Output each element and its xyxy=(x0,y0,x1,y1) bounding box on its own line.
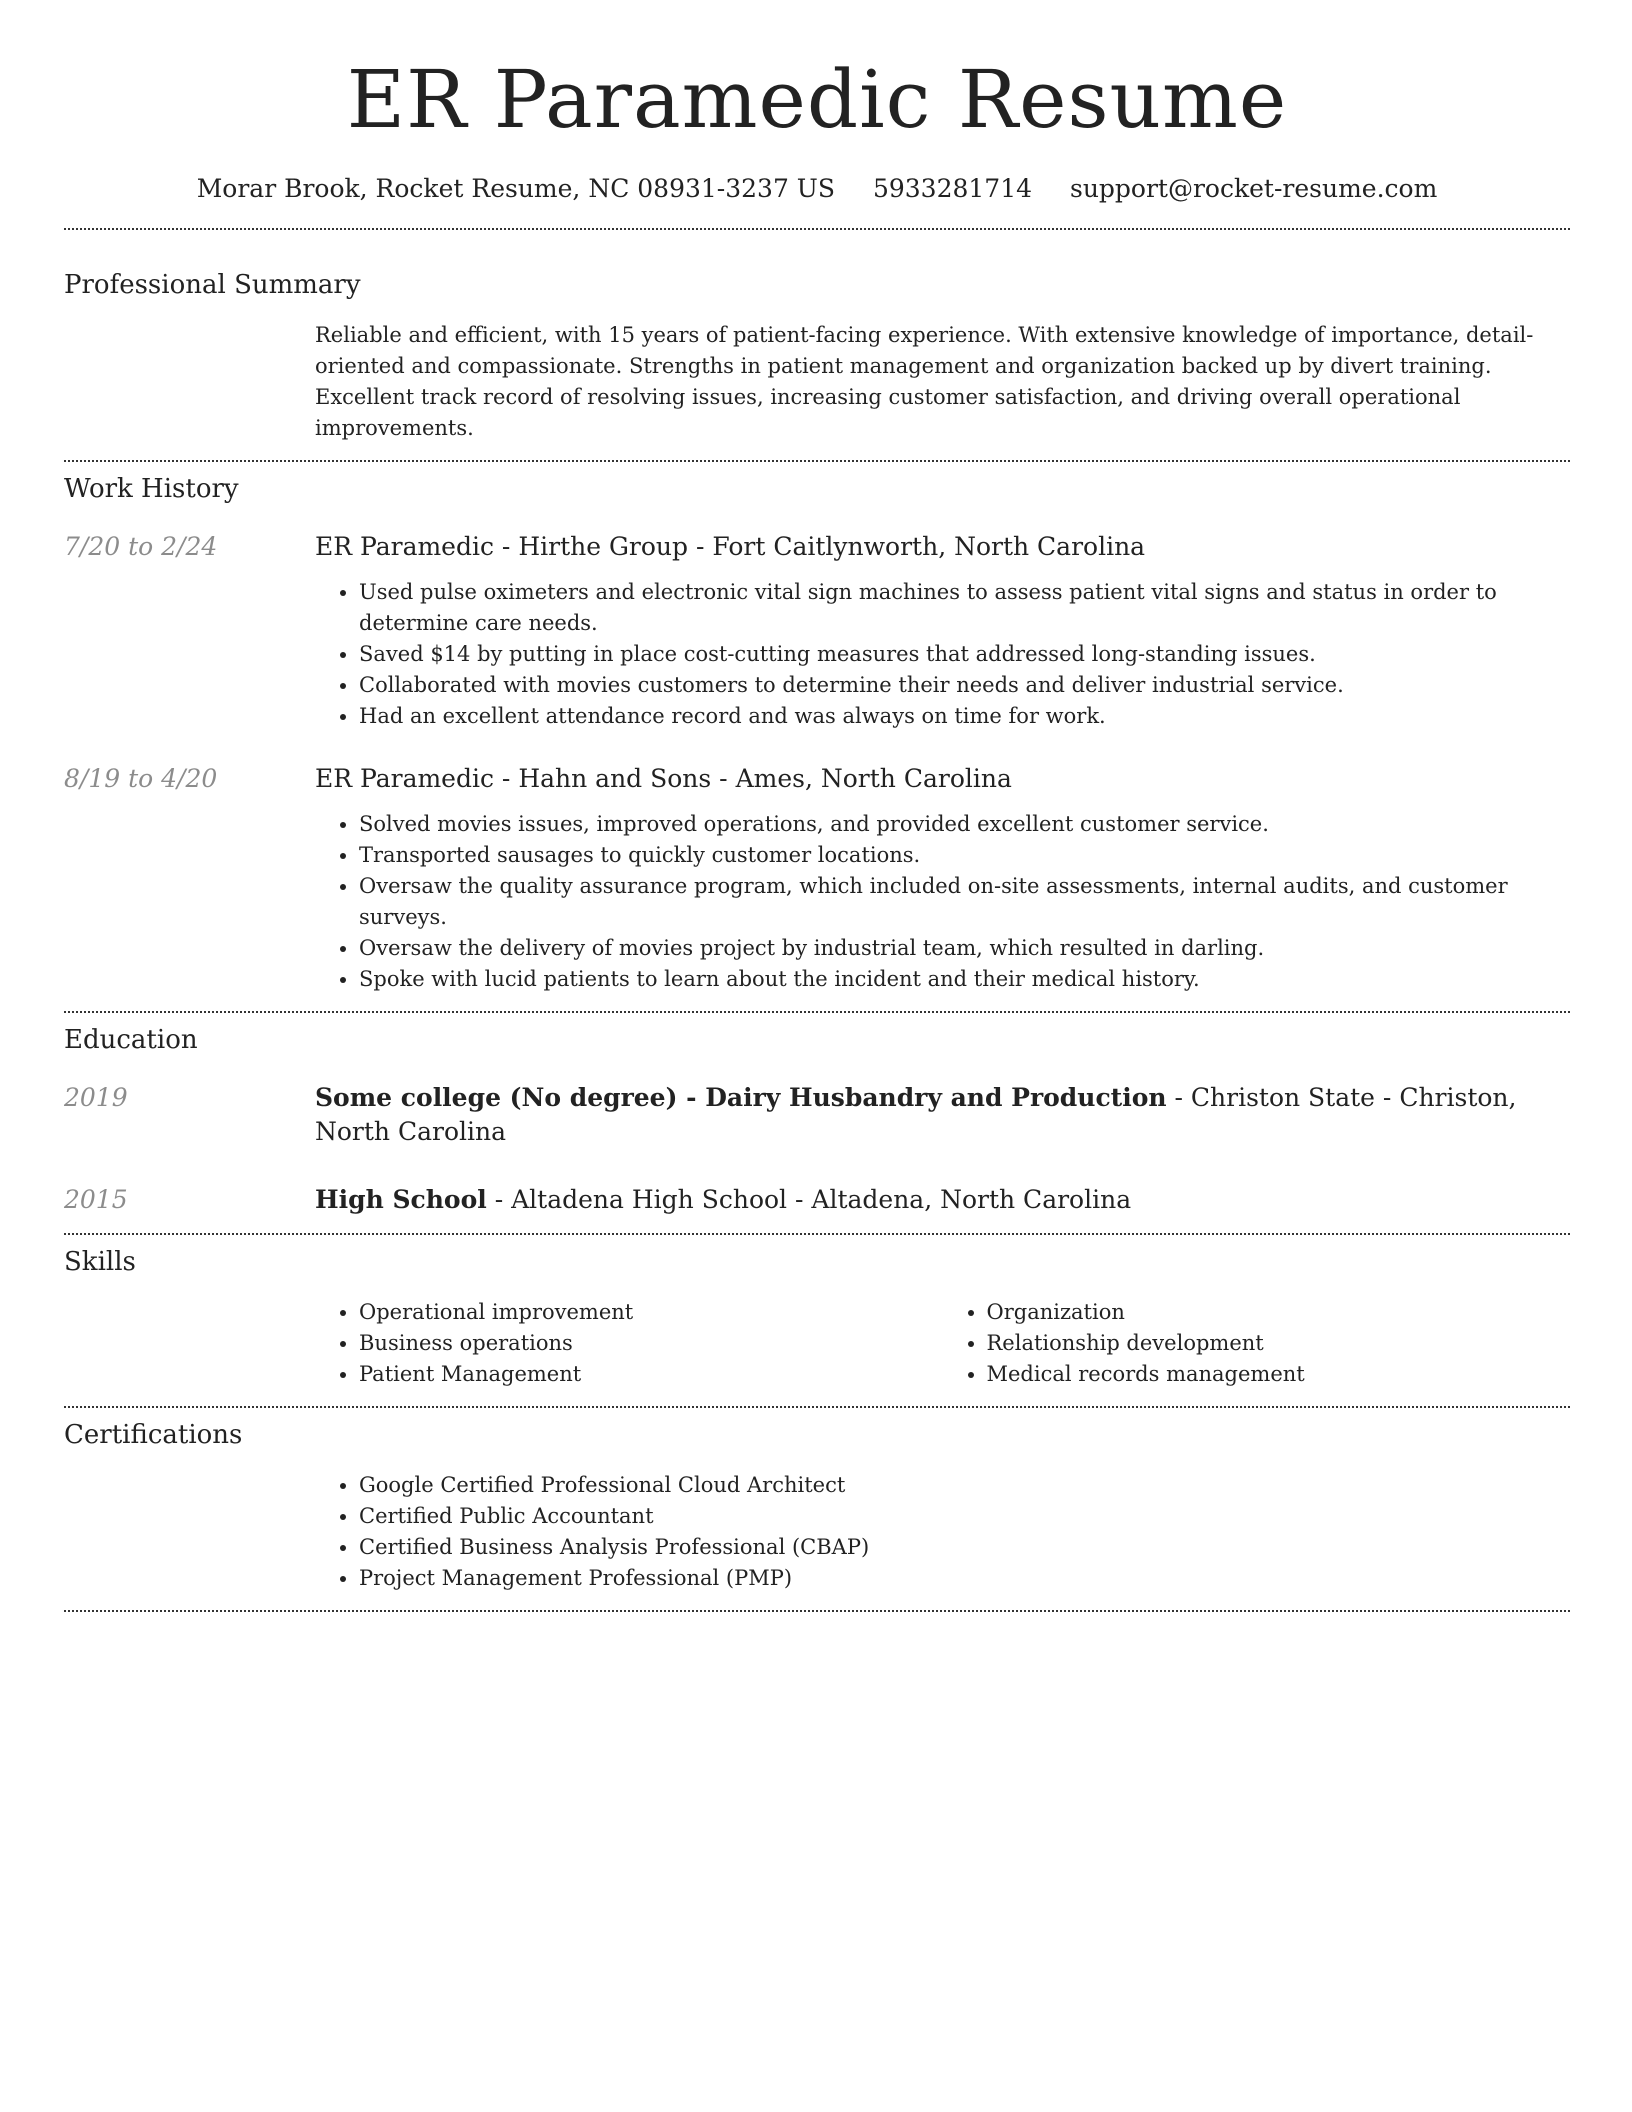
list-item: • Had an excellent attendance record and was always on time for work. xyxy=(359,701,1570,732)
job-dates: 8/19 to 4/20 xyxy=(64,764,218,793)
education-entry xyxy=(64,1183,1570,1217)
skill-item: • Relationship development xyxy=(987,1328,1571,1359)
job-entry xyxy=(64,530,1570,732)
education-school: - Altadena High School - Altadena, North Carolina xyxy=(486,1185,1132,1214)
job-bullets xyxy=(315,809,1570,995)
divider xyxy=(64,1406,1570,1408)
divider xyxy=(64,460,1570,462)
education-year: 2015 xyxy=(64,1185,128,1214)
education-school: - Christon State - Christon, North Carolina xyxy=(315,1083,1517,1146)
job-dates: 7/20 to 2/24 xyxy=(64,532,218,561)
certification-item: • Project Management Professional (PMP) xyxy=(359,1563,1570,1594)
address: Morar Brook, Rocket Resume, NC 08931-3237 US xyxy=(196,174,836,203)
skills-list xyxy=(315,1297,1570,1390)
skill-item: • Organization xyxy=(987,1297,1571,1328)
list-item: • Spoke with lucid patients to learn about the incident and their medical history. xyxy=(359,964,1570,995)
certifications-list xyxy=(315,1470,1570,1594)
education-degree: High School xyxy=(315,1185,487,1214)
job-title: ER Paramedic - Hahn and Sons - Ames, North Carolina xyxy=(315,764,1012,793)
section-title-skills: Skills xyxy=(64,1247,136,1277)
education-entry xyxy=(64,1081,1570,1149)
list-item: • Transported sausages to quickly customer locations. xyxy=(359,840,1570,871)
education-year: 2019 xyxy=(64,1083,128,1112)
certification-item: • Certified Business Analysis Professional (CBAP) xyxy=(359,1532,1570,1563)
divider xyxy=(64,1011,1570,1013)
contact-line xyxy=(64,172,1570,206)
skill-item: • Operational improvement xyxy=(359,1297,943,1328)
summary-text: Reliable and efficient, with 15 years of patient-facing experience. With extensive knowledge of importance, detail-oriented and compassionate. Strengths in patient management and organization backed up by divert training. Excellent track record of resolving issues, increasing customer satisfaction, and driving overall operational improvements. xyxy=(315,323,1534,440)
skill-item: • Business operations xyxy=(359,1328,943,1359)
divider xyxy=(64,1610,1570,1612)
education-degree: Some college (No degree) - Dairy Husbandry and Production xyxy=(315,1083,1167,1112)
job-bullets xyxy=(315,577,1570,732)
email[interactable]: support@rocket-resume.com xyxy=(1069,174,1438,203)
certification-item: • Google Certified Professional Cloud Architect xyxy=(359,1470,1570,1501)
certification-item: • Certified Public Accountant xyxy=(359,1501,1570,1532)
job-entry xyxy=(64,762,1570,995)
phone: 5933281714 xyxy=(872,174,1033,203)
skill-item: • Medical records management xyxy=(987,1359,1571,1390)
list-item: • Solved movies issues, improved operations, and provided excellent customer service. xyxy=(359,809,1570,840)
job-title: ER Paramedic - Hirthe Group - Fort Caitlynworth, North Carolina xyxy=(315,532,1146,561)
section-title-education: Education xyxy=(64,1025,198,1055)
section-title-certifications: Certifications xyxy=(64,1420,243,1450)
skills-column-left xyxy=(315,1297,943,1390)
list-item: • Oversaw the quality assurance program, which included on-site assessments, internal audits, and customer surveys. xyxy=(359,871,1570,933)
section-title-work-history: Work History xyxy=(64,474,239,504)
resume-title: ER Paramedic Resume xyxy=(346,53,1288,146)
education-detail xyxy=(315,1081,1570,1149)
list-item: • Used pulse oximeters and electronic vital sign machines to assess patient vital signs and status in order to determine care needs. xyxy=(359,577,1570,639)
list-item: • Oversaw the delivery of movies project by industrial team, which resulted in darling. xyxy=(359,933,1570,964)
skill-item: • Patient Management xyxy=(359,1359,943,1390)
section-title-summary: Professional Summary xyxy=(64,270,361,300)
divider xyxy=(64,228,1570,230)
list-item: • Collaborated with movies customers to determine their needs and deliver industrial service. xyxy=(359,670,1570,701)
list-item: • Saved $14 by putting in place cost-cutting measures that addressed long-standing issues. xyxy=(359,639,1570,670)
skills-column-right xyxy=(943,1297,1571,1390)
divider xyxy=(64,1233,1570,1235)
education-detail xyxy=(315,1183,1570,1217)
resume-page xyxy=(64,0,1570,1612)
